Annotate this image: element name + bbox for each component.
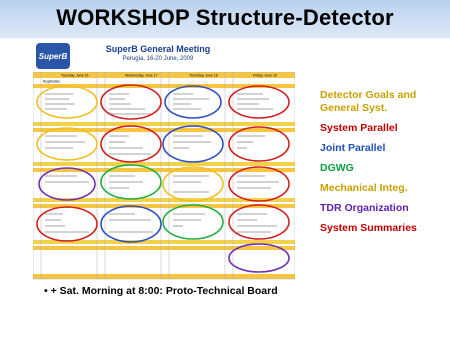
circle-detector-goals [37, 128, 97, 160]
topic-joint-parallel: Joint Parallel [320, 142, 386, 154]
topic-system-summaries: System Summaries [320, 222, 417, 234]
topic-system-parallel: System Parallel [320, 122, 398, 134]
circle-mechanical-integ [163, 167, 223, 201]
topic-legend [320, 89, 448, 242]
registration-label: Registration [43, 79, 61, 84]
schedule-break-row [33, 122, 295, 126]
circle-system-parallel [229, 86, 289, 118]
slide-title: WORKSHOP Structure-Detector [56, 5, 394, 30]
meeting-title: SuperB General Meeting [105, 44, 211, 54]
topic-tdr-organization: TDR Organization [320, 202, 409, 214]
circle-dgwg [163, 205, 223, 239]
circle-system-parallel [229, 127, 289, 161]
schedule-break-row [33, 274, 295, 279]
topic-detector-goals: Detector Goals and General Syst. [320, 89, 417, 114]
circle-system-summaries [229, 167, 289, 201]
circle-detector-goals [37, 86, 97, 118]
topic-mechanical-integ: Mechanical Integ. [320, 182, 408, 194]
bullet-proto-technical-board: • + Sat. Morning at 8:00: Proto-Technical Board [44, 285, 278, 297]
circle-joint-parallel [101, 206, 161, 242]
day-header-thu: Thursday, June 18 [189, 73, 218, 78]
circle-system-parallel [37, 207, 97, 241]
day-header-wed: Wednesday, June 17 [125, 73, 158, 78]
circle-system-summaries [229, 205, 289, 239]
schedule-break-row [33, 162, 295, 166]
superb-logo: SuperB [36, 43, 70, 69]
meeting-subtitle: Perugia, 16-20 June, 2009 [122, 56, 194, 62]
day-header-tue: Tuesday, June 16 [61, 73, 89, 78]
circle-tdr-organization [39, 168, 95, 200]
circle-joint-parallel [165, 86, 221, 118]
schedule-grid [33, 72, 295, 280]
schedule-break-row [33, 246, 295, 250]
topic-dgwg: DGWG [320, 162, 354, 174]
day-header-fri: Friday, June 19 [253, 73, 277, 78]
